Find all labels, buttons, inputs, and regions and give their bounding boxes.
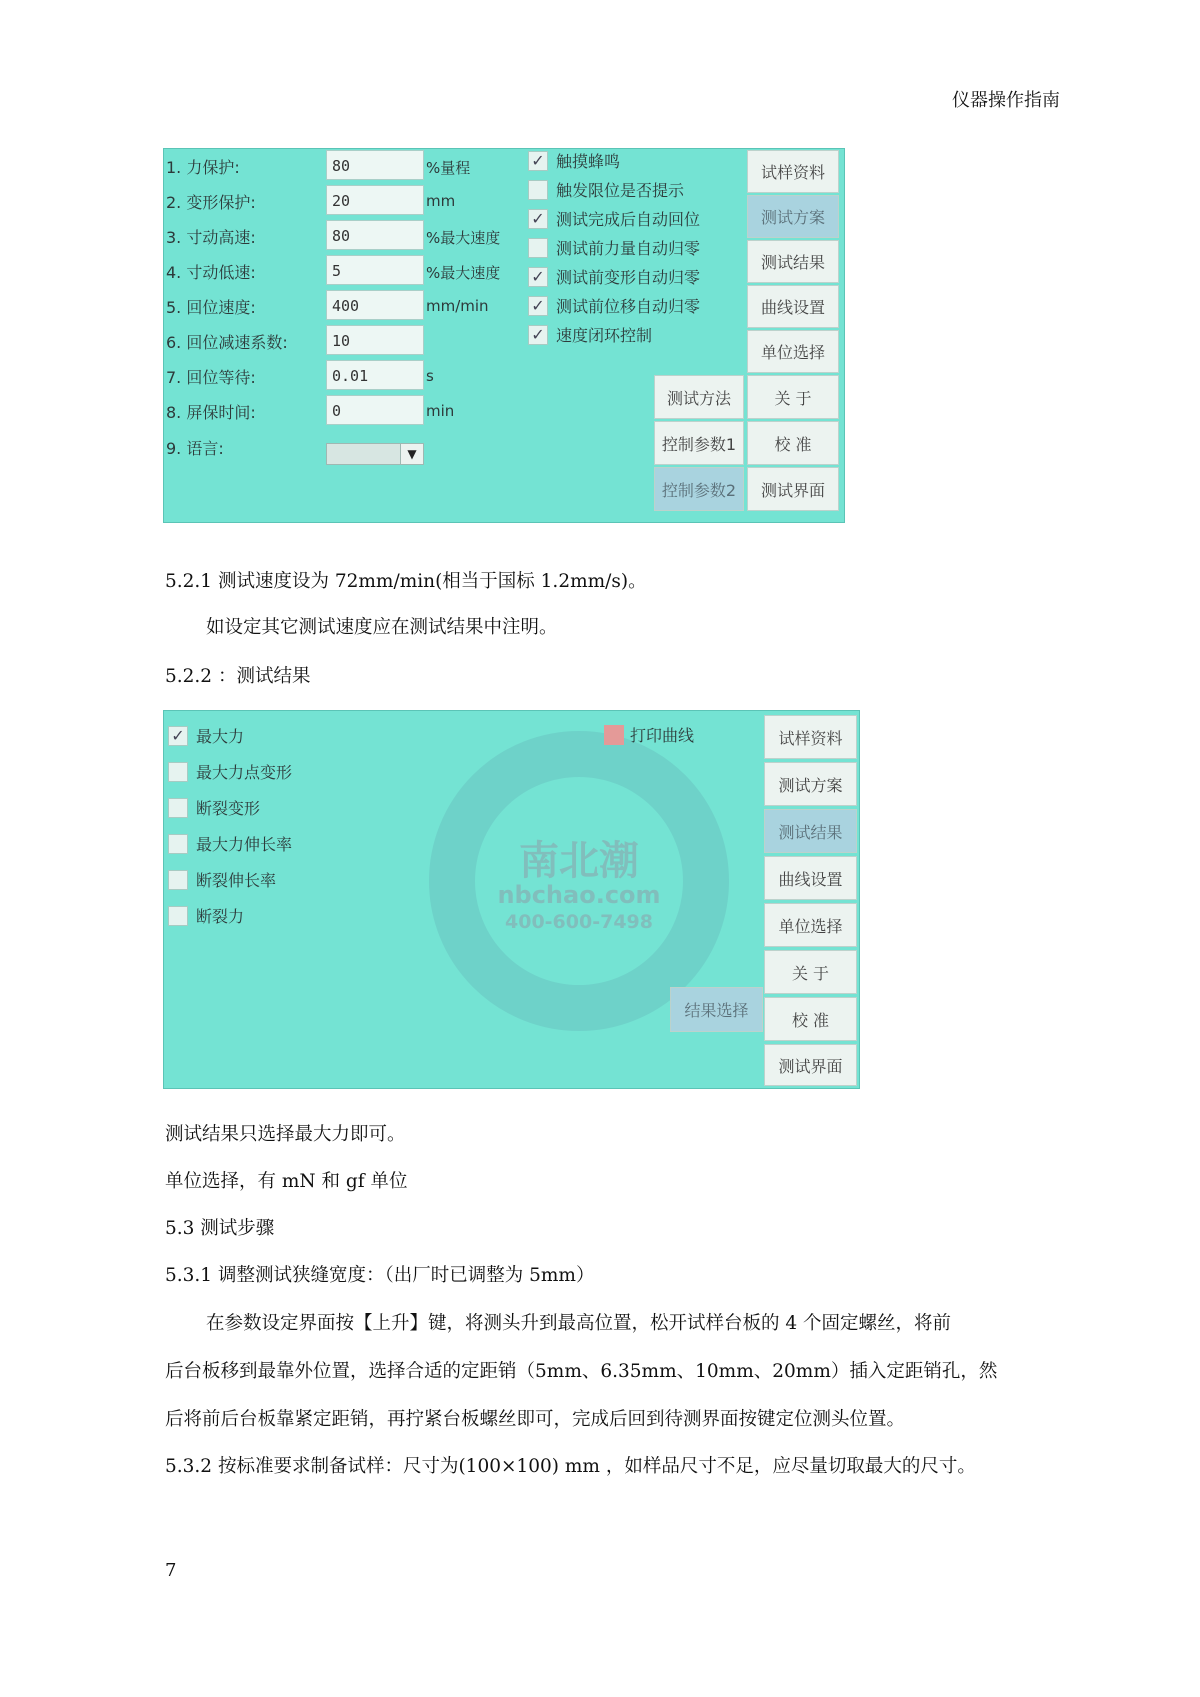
test-method-button[interactable]: 测试方法 <box>654 375 744 419</box>
checkbox-force-zero[interactable] <box>528 238 548 258</box>
nav-about-button[interactable]: 关 于 <box>747 375 839 419</box>
checkbox-label: 测试前位移自动归零 <box>556 297 701 316</box>
section-5-2-2: 5.2.2 ：测试结果 <box>165 666 311 687</box>
checkbox-break-force[interactable] <box>168 906 188 926</box>
param-unit: mm/min <box>426 297 489 315</box>
param-label: 5. 回位速度: <box>166 298 256 317</box>
param-unit: %最大速度 <box>426 229 501 247</box>
return-decel-input[interactable]: 10 <box>326 325 424 355</box>
checkbox-break-deformation[interactable] <box>168 798 188 818</box>
watermark-phone: 400-600-7498 <box>505 911 653 933</box>
checkbox-max-force[interactable]: ✓ <box>168 726 188 746</box>
nav-sample-data-button[interactable]: 试样资料 <box>747 150 839 193</box>
paragraph-line: 在参数设定界面按【上升】键，将测头升到最高位置，松开试样台板的 4 个固定螺丝，将前 <box>206 1313 952 1334</box>
page-number: 7 <box>165 1560 177 1581</box>
checkbox-max-force-elongation[interactable] <box>168 834 188 854</box>
print-curve-checkbox[interactable] <box>604 725 624 745</box>
page-header: 仪器操作指南 <box>952 90 1060 111</box>
parameter-settings-screen <box>163 148 845 523</box>
checkbox-label: 测试前变形自动归零 <box>556 268 701 287</box>
paragraph-note: 如设定其它测试速度应在测试结果中注明。 <box>206 617 558 638</box>
param-unit: mm <box>426 192 456 210</box>
checkbox-label: 速度闭环控制 <box>556 326 653 345</box>
paragraph-line: 后将前后台板靠紧定距销，再拧紧台板螺丝即可，完成后回到待测界面按键定位测头位置。 <box>165 1409 906 1430</box>
param-label: 9. 语言: <box>166 439 224 458</box>
nav-about-button[interactable]: 关 于 <box>764 950 857 994</box>
param-label: 6. 回位减速系数: <box>166 333 288 352</box>
checkbox-auto-return[interactable]: ✓ <box>528 209 548 229</box>
screensaver-time-input[interactable]: 0 <box>326 395 424 425</box>
paragraph-line: 后台板移到最靠外位置，选择合适的定距销（5mm、6.35mm、10mm、20mm）插入定距销孔，然 <box>165 1361 998 1382</box>
nav-test-results-button[interactable]: 测试结果 <box>764 809 857 853</box>
nav-unit-select-button[interactable]: 单位选择 <box>764 903 857 947</box>
result-label: 最大力点变形 <box>196 763 293 782</box>
result-label: 断裂变形 <box>196 799 261 818</box>
param-label: 2. 变形保护: <box>166 193 256 212</box>
nav-test-results-button[interactable]: 测试结果 <box>747 240 839 283</box>
param-label: 8. 屏保时间: <box>166 403 256 422</box>
result-label: 断裂力 <box>196 907 245 926</box>
watermark-site: nbchao.com <box>497 881 661 909</box>
param-label: 7. 回位等待: <box>166 368 256 387</box>
param-label: 3. 寸动高速: <box>166 228 256 247</box>
param-label: 1. 力保护: <box>166 158 240 177</box>
nav-curve-settings-button[interactable]: 曲线设置 <box>764 856 857 900</box>
paragraph-units: 单位选择，有 mN 和 gf 单位 <box>165 1171 408 1192</box>
watermark-logo: 南北潮 <box>519 838 639 884</box>
chevron-down-icon[interactable]: ▼ <box>400 444 423 464</box>
checkbox-speed-closed-loop[interactable]: ✓ <box>528 325 548 345</box>
checkbox-touch-beep[interactable]: ✓ <box>528 151 548 171</box>
nav-test-plan-button[interactable]: 测试方案 <box>764 762 857 806</box>
jog-high-speed-input[interactable]: 80 <box>326 220 424 250</box>
nav-sample-data-button[interactable]: 试样资料 <box>764 715 857 759</box>
test-results-screen <box>163 710 860 1089</box>
param-unit: %最大速度 <box>426 264 501 282</box>
result-label: 断裂伸长率 <box>196 871 277 890</box>
checkbox-label: 测试完成后自动回位 <box>556 210 701 229</box>
checkbox-label: 触发限位是否提示 <box>556 181 685 200</box>
paragraph-max-force-note: 测试结果只选择最大力即可。 <box>165 1124 406 1145</box>
param-unit: %量程 <box>426 159 471 177</box>
result-select-button[interactable]: 结果选择 <box>670 987 763 1032</box>
nav-calibrate-button[interactable]: 校 准 <box>747 421 839 465</box>
print-curve-label: 打印曲线 <box>630 726 695 745</box>
param-label: 4. 寸动低速: <box>166 263 256 282</box>
checkbox-label: 触摸蜂鸣 <box>556 152 621 171</box>
param-unit: min <box>426 402 455 420</box>
param-unit: s <box>426 367 434 385</box>
nav-test-interface-button[interactable]: 测试界面 <box>764 1044 857 1086</box>
control-params-1-button[interactable]: 控制参数1 <box>654 421 744 465</box>
language-select[interactable] <box>326 443 424 465</box>
checkbox-break-elongation[interactable] <box>168 870 188 890</box>
nav-calibrate-button[interactable]: 校 准 <box>764 997 857 1041</box>
section-5-2-1: 5.2.1 测试速度设为 72mm/min(相当于国标 1.2mm/s)。 <box>165 571 647 592</box>
nav-curve-settings-button[interactable]: 曲线设置 <box>747 285 839 328</box>
result-label: 最大力伸长率 <box>196 835 293 854</box>
force-protection-input[interactable]: 80 <box>326 150 424 180</box>
section-5-3-1: 5.3.1 调整测试狭缝宽度：（出厂时已调整为 5mm） <box>165 1265 595 1286</box>
control-params-2-button[interactable]: 控制参数2 <box>654 467 744 511</box>
deformation-protection-input[interactable]: 20 <box>326 185 424 215</box>
checkbox-deformation-zero[interactable]: ✓ <box>528 267 548 287</box>
nav-unit-select-button[interactable]: 单位选择 <box>747 330 839 373</box>
section-5-3: 5.3 测试步骤 <box>165 1218 275 1239</box>
checkbox-displacement-zero[interactable]: ✓ <box>528 296 548 316</box>
return-wait-input[interactable]: 0.01 <box>326 360 424 390</box>
result-label: 最大力 <box>196 727 245 746</box>
return-speed-input[interactable]: 400 <box>326 290 424 320</box>
section-5-3-2: 5.3.2 按标准要求制备试样：尺寸为(100×100) mm ，如样品尺寸不足，应尽量切取最大的尺寸。 <box>165 1456 976 1477</box>
checkbox-limit-prompt[interactable] <box>528 180 548 200</box>
checkbox-label: 测试前力量自动归零 <box>556 239 701 258</box>
jog-low-speed-input[interactable]: 5 <box>326 255 424 285</box>
nav-test-interface-button[interactable]: 测试界面 <box>747 467 839 511</box>
nav-test-plan-button[interactable]: 测试方案 <box>747 195 839 238</box>
checkbox-max-force-deformation[interactable] <box>168 762 188 782</box>
